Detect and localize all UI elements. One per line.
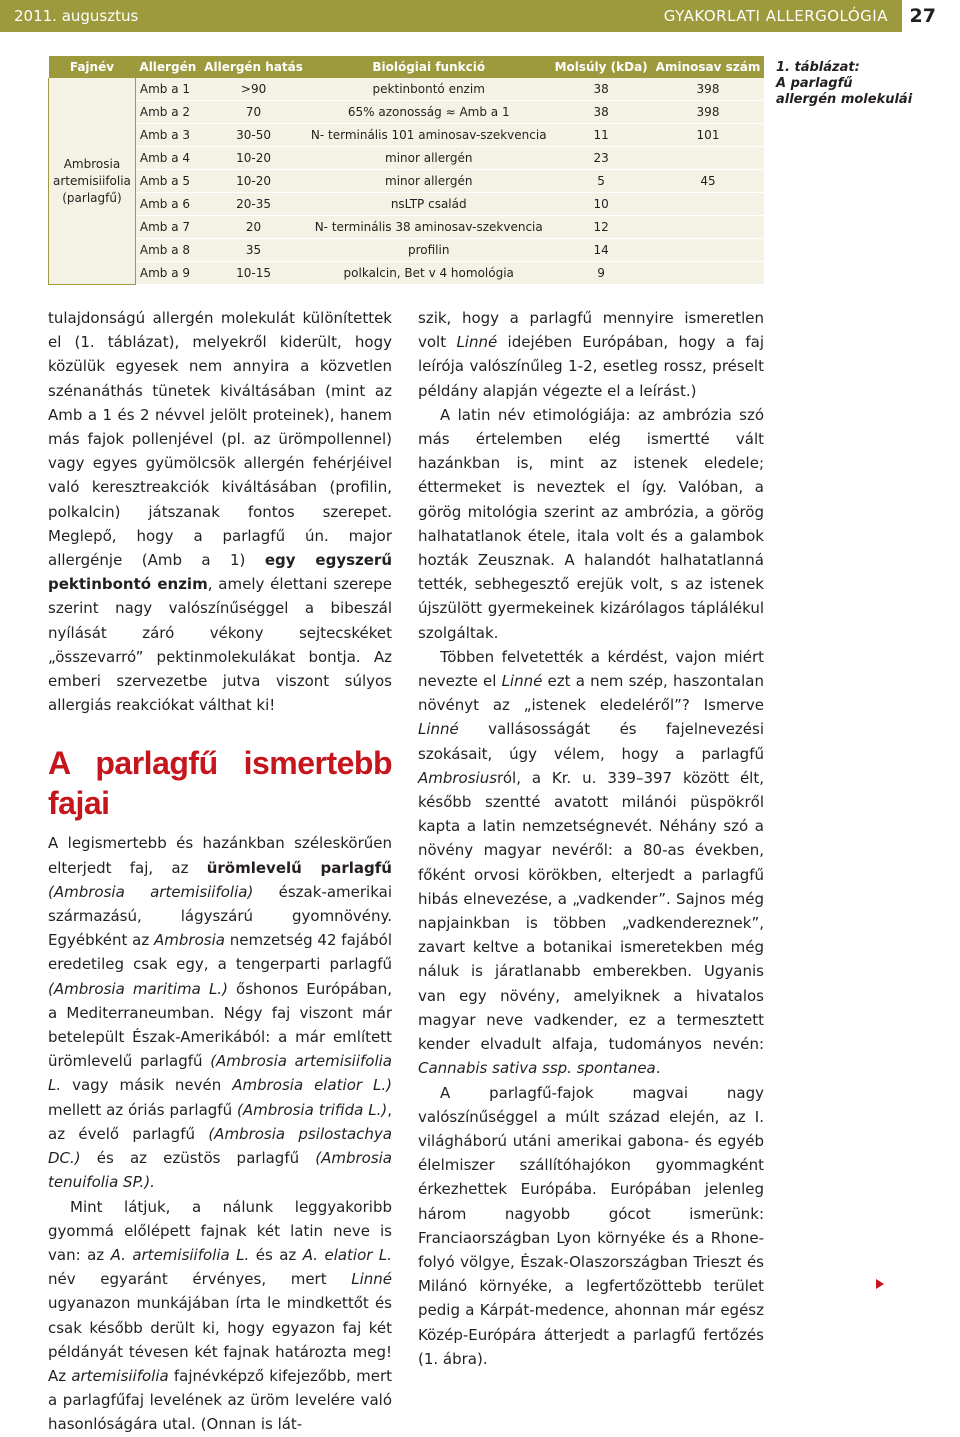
cell-hatas: 20-35 xyxy=(200,193,307,216)
caption-line: allergén molekulái xyxy=(776,92,913,107)
paragraph: szik, hogy a parlagfű mennyire ismeretlen volt Linné idejében Európában, hogy a faj leírója valószínűleg 1-2, esetleg rossz, préselt példány alapján végezte el a leírást.) xyxy=(418,309,765,400)
caption-number: 1. táblázat: xyxy=(776,60,860,75)
cell-funkcio: N- terminális 101 aminosav-szekvencia xyxy=(307,124,551,147)
cell-hatas: 35 xyxy=(200,239,307,262)
cell-hatas: 30-50 xyxy=(200,124,307,147)
table-row xyxy=(49,101,765,124)
cell-allergen: Amb a 6 xyxy=(135,193,200,216)
col-header-allergen: Allergén xyxy=(135,56,200,78)
table-row xyxy=(49,193,765,216)
cell-hatas: 20 xyxy=(200,216,307,239)
cell-funkcio: polkalcin, Bet v 4 homológia xyxy=(307,262,551,285)
cell-molsuly: 11 xyxy=(551,124,652,147)
cell-molsuly: 12 xyxy=(551,216,652,239)
cell-allergen: Amb a 7 xyxy=(135,216,200,239)
cell-allergen: Amb a 8 xyxy=(135,239,200,262)
cell-funkcio: minor allergén xyxy=(307,170,551,193)
cell-molsuly: 9 xyxy=(551,262,652,285)
cell-funkcio: profilin xyxy=(307,239,551,262)
col-header-aminosav: Aminosav szám xyxy=(652,56,765,78)
cell-aminosav: 398 xyxy=(652,78,765,101)
cell-funkcio: minor allergén xyxy=(307,147,551,170)
paragraph: A latin név etimológiája: az ambrózia szó más értelemben elég ismertté vált hazánkban is, mint az istenek eledele; éttermeket is neveztek el így. Valóban, a görög mitológia szerint az ambrózia, a görög halhatatlanok étele, itala volt és a galambok hozták Zeusznak. A halandót halhatatlanná tették, sebhegesztő erejük volt, s az istenek újszülött gyermekeinek kizárólagos táplálékul szolgáltak. xyxy=(418,405,764,642)
allergen-table xyxy=(48,56,764,285)
cell-molsuly: 38 xyxy=(551,101,652,124)
cell-molsuly: 5 xyxy=(551,170,652,193)
table-header-row xyxy=(49,56,765,78)
cell-aminosav xyxy=(652,147,765,170)
cell-funkcio: nsLTP család xyxy=(307,193,551,216)
page-number-box xyxy=(902,0,960,32)
cell-allergen: Amb a 3 xyxy=(135,124,200,147)
cell-allergen: Amb a 1 xyxy=(135,78,200,101)
paragraph: A legismertebb és hazánkban széleskörűen elterjedt faj, az ürömlevelű parlagfű (Ambrosia artemisiifolia) észak-amerikai származású, lágyszárú gyomnövény. Egyébként az Ambrosia nemzetség 42 fajából eredetileg csak egy, a tengerparti parlagfű (Ambrosia maritima L.) őshonos Európában, a Mediterraneumban. Négy faj viszont már betelepült Észak-Amerikából: a már említett ürömlevelű parlagfű (Ambrosia artemisiifolia L. vagy másik nevén Ambrosia elatior L.) mellett az óriás parlagfű (Ambrosia trifida L.), az évelő parlagfű (Ambrosia psilostachya DC.) és az ezüstös parlagfű (Ambrosia tenuifolia SP.). xyxy=(48,834,392,1192)
table-row xyxy=(49,78,765,101)
cell-aminosav xyxy=(652,239,765,262)
cell-aminosav xyxy=(652,262,765,285)
cell-molsuly: 14 xyxy=(551,239,652,262)
table-row xyxy=(49,262,765,285)
cell-funkcio: pektinbontó enzim xyxy=(307,78,551,101)
cell-funkcio: N- terminális 38 aminosav-szekvencia xyxy=(307,216,551,239)
cell-hatas: 10-20 xyxy=(200,147,307,170)
table-row xyxy=(49,216,765,239)
table-caption xyxy=(776,60,956,108)
cell-funkcio: 65% azonosság ≈ Amb a 1 xyxy=(307,101,551,124)
species-name: Ambrosia artemisiifolia (parlagfű) xyxy=(49,78,136,285)
cell-molsuly: 23 xyxy=(551,147,652,170)
cell-hatas: 70 xyxy=(200,101,307,124)
section-heading: A parlagfű ismertebb fajai xyxy=(48,745,392,822)
caption-line: A parlagfű xyxy=(776,76,853,91)
cell-aminosav xyxy=(652,216,765,239)
cell-allergen: Amb a 9 xyxy=(135,262,200,285)
paragraph: tulajdonságú allergén molekulát különítettek el (1. táblázat), melyekről kiderült, hogy közülük egyesek nem annyira a közvetlen szénanáthás tünetek kiváltásában (mint az Amb a 1 és 2 névvel jelölt proteinek), hanem más fajok pollenjével (pl. az ürömpollennel) vagy egyes gyümölcsök allergén fehérjéivel való keresztreakciók kiváltásában (profilin, polkalcin) játszanak fontos szerepet. Meglepő, hogy a parlagfű ún. major allergénje (Amb a 1) egy egyszerű pektinbontó enzim, amely élettani szerepe szerint nagy valószínűséggel a bibeszál nyílását záró vékony sejtecskéket „összevarró” pektinmolekulákat bontja. Az emberi szervezetbe jutva viszont súlyos allergiás reakciókat válthat ki! xyxy=(48,309,393,715)
cell-aminosav: 398 xyxy=(652,101,765,124)
table-row xyxy=(49,239,765,262)
cell-aminosav: 45 xyxy=(652,170,765,193)
cell-hatas: >90 xyxy=(200,78,307,101)
col-header-molsuly: Molsúly (kDa) xyxy=(551,56,652,78)
cell-allergen: Amb a 2 xyxy=(135,101,200,124)
cell-molsuly: 38 xyxy=(551,78,652,101)
col-header-fajnev: Fajnév xyxy=(49,56,136,78)
page-header xyxy=(0,0,960,32)
cell-aminosav xyxy=(652,193,765,216)
col-header-hatas: Allergén hatás xyxy=(200,56,307,78)
journal-title: GYAKORLATI ALLERGOLÓGIA xyxy=(663,7,888,25)
continue-arrow-icon xyxy=(876,1279,884,1289)
cell-allergen: Amb a 4 xyxy=(135,147,200,170)
article-column-left xyxy=(48,306,392,1437)
page-number: 27 xyxy=(909,5,936,27)
table-row xyxy=(49,124,765,147)
paragraph: Többen felvetették a kérdést, vajon miért nevezte el Linné ezt a nem szép, haszontalan növényt az „istenek eledeléről”? Ismerve Linné vallásosságát és fajelnevezési szokásait, úgy vélem, hogy a parlagfű Ambrosiusról, a Kr. u. 339–397 között élt, később szentté avatott milánói püspökről kapta a latin nemzetségnevét. Néhány szó a növény magyar nevéről: a 80-as években, főként orvosi körökben, elterjedt a parlagfű hibás elnevezése, a „vadkender”. Sajnos még napjainkban is többen „vadkendereznek”, zavart keltve a botanikai ismeretekben még náluk is járatlanabb emberekben. Ugyanis van egy növény, amelyiknek a hivatalos magyar neve vadkender, ez a termesztett kender elvadult alfaja, tudományos nevén: Cannabis sativa ssp. spontanea. xyxy=(418,647,764,1078)
col-header-funkcio: Biológiai funkció xyxy=(307,56,551,78)
paragraph: A parlagfű-fajok magvai nagy valószínűséggel a múlt század elején, az I. világháború utáni amerikai gabona- és egyéb élelmiszer szállítóhajókon gyommagként érkezhettek Európába. Európában jelenleg három nagyobb gócot ismerünk: Franciaországban Lyon környéke és a Rhone-folyó völgye, Észak-Olaszországban Trieszt és Milánó környéke, a legfertőzöttebb terület pedig a Kárpát-medence, ahonnan már egész Közép-Európára átterjedt a parlagfű fertőzés (1. ábra). xyxy=(418,1083,764,1368)
cell-allergen: Amb a 5 xyxy=(135,170,200,193)
cell-hatas: 10-20 xyxy=(200,170,307,193)
article-column-right xyxy=(418,306,764,1371)
paragraph: Mint látjuk, a nálunk leggyakoribb gyommá előlépett fajnak két latin neve is van: az A. artemisiifolia L. és az A. elatior L. név egyaránt érvényes, mert Linné ugyanazon munkájában írta le mindkettőt és csak később derült ki, hogy egyazon faj két példányát tévesen két fajnak határozta meg! Az artemisiifolia fajnévképző kifejezőbb, mert a parlagfűfaj levelének az üröm levelére való hasonlóságára utal. (Onnan is lát- xyxy=(48,1197,393,1434)
cell-aminosav: 101 xyxy=(652,124,765,147)
cell-hatas: 10-15 xyxy=(200,262,307,285)
issue-date: 2011. augusztus xyxy=(14,7,139,25)
table-row xyxy=(49,147,765,170)
table-row xyxy=(49,170,765,193)
cell-molsuly: 10 xyxy=(551,193,652,216)
